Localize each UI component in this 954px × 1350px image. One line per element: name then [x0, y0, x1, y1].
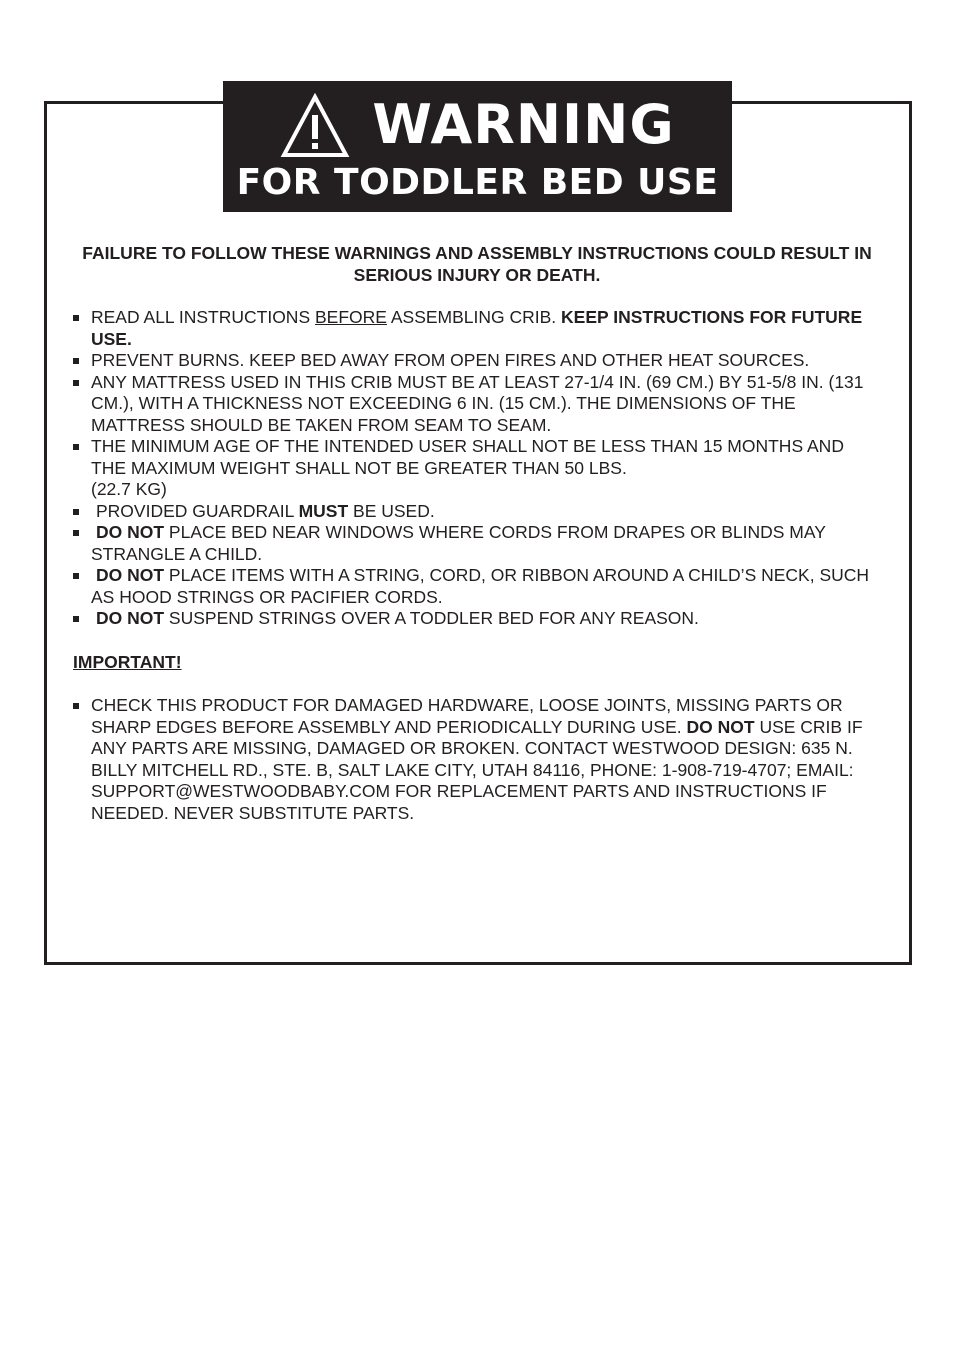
list-item — [73, 522, 883, 565]
bullet-icon — [73, 358, 79, 364]
text-run: CHECK THIS PRODUCT FOR DAMAGED HARDWARE, LOOSE JOINTS, MISSING PARTS OR SHARP EDGES BEFORE ASSEMBLY AND PERIODICALLY DURING USE. — [91, 695, 843, 737]
banner-header — [223, 89, 732, 161]
list-item — [73, 436, 883, 501]
text-run: ANY MATTRESS USED IN THIS CRIB MUST BE AT LEAST 27-1/4 IN. (69 CM.) BY 51-5/8 IN. (131 CM.), WITH A THICKNESS NOT EXCEEDING 6 IN. (15 CM.). THE DIMENSIONS OF THE MATTRESS SHOULD BE TAKEN FROM SEAM TO SEAM. — [91, 371, 864, 435]
text-run: PREVENT BURNS. KEEP BED AWAY FROM OPEN FIRES AND OTHER HEAT SOURCES. — [91, 350, 810, 370]
text-run: BE USED. — [348, 500, 435, 521]
text-run: THE MINIMUM AGE OF THE INTENDED USER SHALL NOT BE LESS THAN 15 MONTHS AND THE MAXIMUM WEIGHT SHALL NOT BE GREATER THAN 50 LBS. — [91, 436, 844, 478]
list-item — [73, 350, 883, 372]
list-item — [73, 608, 883, 630]
bullet-icon — [73, 616, 79, 622]
list-item — [73, 565, 883, 608]
banner-subtitle: FOR TODDLER BED USE — [236, 162, 719, 203]
important-heading: IMPORTANT! — [73, 652, 182, 672]
banner-title: WARNING — [372, 93, 675, 156]
text-bold: DO NOT — [686, 716, 755, 737]
warning-banner — [223, 81, 732, 212]
text-bold: DO NOT — [96, 608, 165, 628]
warning-list — [73, 307, 883, 630]
bullet-icon — [73, 444, 79, 450]
warning-triangle-icon — [280, 93, 350, 159]
text-run: SUSPEND STRINGS OVER A TODDLER BED FOR ANY REASON. — [164, 608, 699, 628]
bullet-icon — [73, 530, 79, 536]
lead-warning: FAILURE TO FOLLOW THESE WARNINGS AND ASSEMBLY INSTRUCTIONS COULD RESULT IN SERIOUS INJURY OR DEATH. — [82, 243, 872, 285]
text-underlined: BEFORE — [314, 307, 387, 327]
list-item — [73, 307, 883, 350]
text-bold: MUST — [298, 500, 349, 521]
text-run: PROVIDED GUARDRAIL — [96, 500, 299, 521]
text-bold: DO NOT — [96, 565, 165, 585]
text-run: (22.7 KG) — [91, 479, 167, 499]
bullet-icon — [73, 315, 79, 321]
important-list — [73, 695, 883, 824]
text-bold: KEEP INSTRUCTIONS FOR FUTURE USE. — [91, 307, 863, 349]
bullet-icon — [73, 703, 79, 709]
list-item — [73, 372, 883, 437]
text-run: READ ALL INSTRUCTIONS — [91, 307, 315, 327]
text-bold: DO NOT — [96, 522, 165, 542]
list-item — [73, 501, 883, 523]
text-run: PLACE BED NEAR WINDOWS WHERE CORDS FROM DRAPES OR BLINDS MAY STRANGLE A CHILD. — [91, 522, 826, 564]
list-item — [73, 695, 883, 824]
bullet-icon — [73, 380, 79, 386]
text-run: ASSEMBLING CRIB. — [386, 307, 562, 327]
text-run: USE CRIB IF ANY PARTS ARE MISSING, DAMAGED OR BROKEN. CONTACT WESTWOOD DESIGN: 635 N. BILLY MITCHELL RD., STE. B, SALT LAKE CITY, UTAH 84116, PHONE: 1-908-719-4707; EMAIL: SUPPORT@WESTWOODBABY.COM FOR REPLACEMENT PARTS AND INSTRUCTIONS IF NEEDED. NEVER SUBSTITUTE PARTS. — [91, 716, 863, 823]
text-run: PLACE ITEMS WITH A STRING, CORD, OR RIBBON AROUND A CHILD’S NECK, SUCH AS HOOD STRINGS OR PACIFIER CORDS. — [91, 565, 870, 607]
bullet-icon — [73, 509, 79, 515]
bullet-icon — [73, 573, 79, 579]
